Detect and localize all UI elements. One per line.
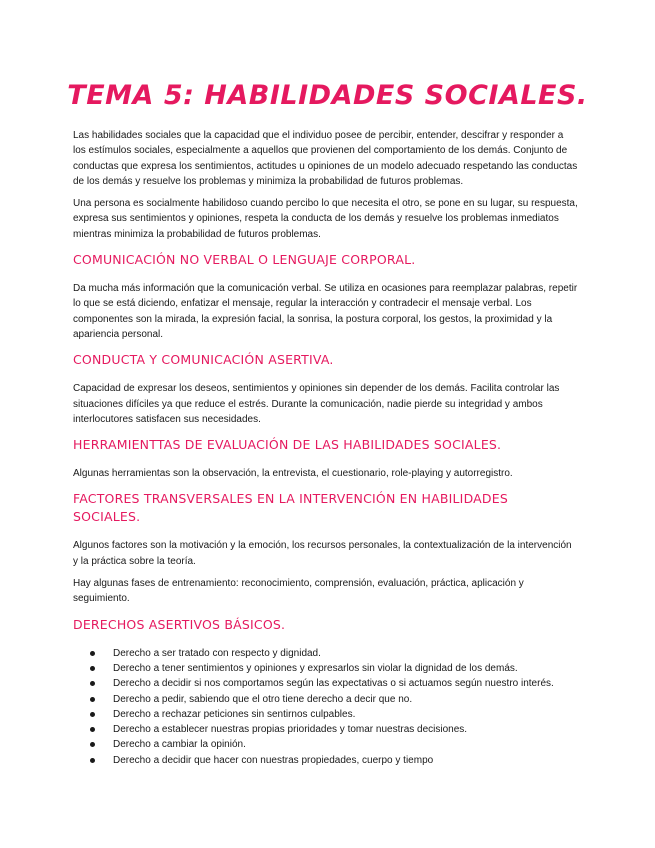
- heading-herramientas-evaluacion: HERRAMIENTTAS DE EVALUACIÓN DE LAS HABILIDADES SOCIALES.: [73, 437, 502, 453]
- asertiva-paragraph: Capacidad de expresar los deseos, sentimientos y opiniones sin depender de los demás. Facilita controlar las situaciones difíciles ya que reduce el estrés. Durante la comunicación, nadie pierde su integridad y ambos interlocutores satisfacen sus necesidades.: [73, 383, 560, 425]
- document-body: [73, 128, 578, 768]
- list-item: Derecho a establecer nuestras propias prioridades y tomar nuestras decisiones.: [113, 722, 578, 737]
- list-item: Derecho a decidir que hacer con nuestras propiedades, cuerpo y tiempo: [113, 753, 578, 768]
- factores-paragraph-1: Algunos factores son la motivación y la emoción, los recursos personales, la contextualización de la intervención y la práctica sobre la teoría.: [73, 540, 572, 567]
- intro-paragraph-2: Una persona es socialmente habilidoso cuando percibo lo que necesita el otro, se pone en su lugar, su respuesta, expresa sus sentimientos y opiniones, respeta la conducta de los demás y resuelve los problemas inmediatos mientras minimiza la probabilidad de futuros problemas.: [73, 198, 578, 240]
- derechos-list: [73, 646, 578, 768]
- list-item: Derecho a pedir, sabiendo que el otro tiene derecho a decir que no.: [113, 692, 578, 707]
- list-item: Derecho a cambiar la opinión.: [113, 737, 578, 752]
- factores-paragraph-2: Hay algunas fases de entrenamiento: reconocimiento, comprensión, evaluación, práctica, aplicación y seguimiento.: [73, 578, 524, 605]
- heading-conducta-asertiva: CONDUCTA Y COMUNICACIÓN ASERTIVA.: [73, 352, 334, 368]
- list-item: Derecho a rechazar peticiones sin sentirnos culpables.: [113, 707, 578, 722]
- list-item: Derecho a ser tratado con respecto y dignidad.: [113, 646, 578, 661]
- intro-paragraph-1: Las habilidades sociales que la capacidad que el individuo posee de percibir, entender, descifrar y responder a los estímulos sociales, especialmente a aquellos que provienen del comportamiento de los demás. Conjunto de conductas que expresa los sentimientos, actitudes u opiniones de un modelo adecuado respetando las conductas de los demás y resuelve los problemas y minimiza la probabilidad de futuros problemas.: [73, 130, 578, 187]
- heading-comunicacion-no-verbal: COMUNICACIÓN NO VERBAL O LENGUAJE CORPORAL.: [73, 252, 416, 268]
- heading-derechos-asertivos: DERECHOS ASERTIVOS BÁSICOS.: [73, 616, 286, 632]
- list-item: Derecho a decidir si nos comportamos según las expectativas o si actuamos según nuestro interés.: [113, 676, 578, 691]
- list-item: Derecho a tener sentimientos y opiniones y expresarlos sin violar la dignidad de los demás.: [113, 661, 578, 676]
- page-title: TEMA 5: HABILIDADES SOCIALES.: [67, 80, 588, 111]
- comunicacion-paragraph: Da mucha más información que la comunicación verbal. Se utiliza en ocasiones para reemplazar palabras, repetir lo que se está diciendo, enfatizar el mensaje, regular la interacción y contradecir el mensaje verbal. Los componentes son la mirada, la expresión facial, la sonrisa, la postura corporal, los gestos, la proximidad y la apariencia personal.: [73, 283, 578, 340]
- heading-factores-transversales: FACTORES TRANSVERSALES EN LA INTERVENCIÓN EN HABILIDADES SOCIALES.: [73, 491, 508, 525]
- herramientas-paragraph: Algunas herramientas son la observación, la entrevista, el cuestionario, role-playing y autorregistro.: [73, 468, 513, 480]
